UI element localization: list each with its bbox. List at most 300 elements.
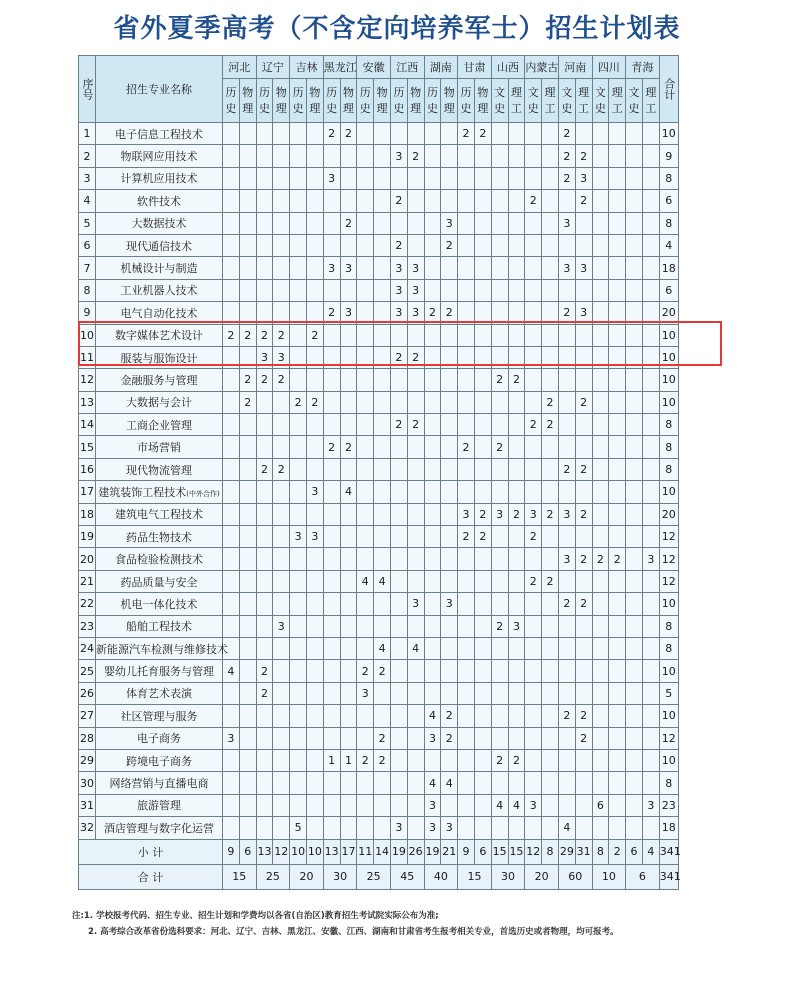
quota-cell xyxy=(256,637,273,659)
quota-cell: 2 xyxy=(239,324,256,346)
quota-cell: 2 xyxy=(558,145,575,167)
table-row xyxy=(79,637,679,659)
subtotal-cell: 8 xyxy=(542,839,559,864)
quota-cell xyxy=(491,145,508,167)
row-major-name xyxy=(96,481,223,503)
row-total: 9 xyxy=(659,145,678,167)
quota-cell: 2 xyxy=(542,503,559,525)
quota-cell: 3 xyxy=(340,302,357,324)
quota-cell xyxy=(290,414,307,436)
row-seq: 16 xyxy=(79,458,96,480)
quota-cell xyxy=(592,526,609,548)
subject-header: 历史 xyxy=(256,79,273,123)
subject-header: 文史 xyxy=(626,79,643,123)
quota-cell xyxy=(474,279,491,301)
quota-cell xyxy=(592,682,609,704)
quota-cell xyxy=(424,593,441,615)
row-seq: 18 xyxy=(79,503,96,525)
quota-cell xyxy=(474,234,491,256)
quota-cell xyxy=(642,369,659,391)
quota-cell xyxy=(239,526,256,548)
quota-cell xyxy=(642,593,659,615)
quota-cell: 2 xyxy=(374,749,391,771)
quota-cell xyxy=(323,593,340,615)
major-name-text: 电子信息工程技术 xyxy=(115,127,203,141)
quota-cell xyxy=(239,257,256,279)
quota-cell xyxy=(390,749,407,771)
quota-cell: 1 xyxy=(323,749,340,771)
quota-cell: 2 xyxy=(575,548,592,570)
quota-cell: 2 xyxy=(306,324,323,346)
quota-cell: 3 xyxy=(390,817,407,839)
quota-cell xyxy=(626,190,643,212)
table-row xyxy=(79,548,679,570)
quota-cell xyxy=(223,234,240,256)
major-name-text: 建筑装饰工程技术 xyxy=(98,485,187,499)
quota-cell xyxy=(223,279,240,301)
quota-cell xyxy=(609,794,626,816)
quota-cell xyxy=(508,660,525,682)
quota-cell xyxy=(609,212,626,234)
quota-cell xyxy=(592,727,609,749)
quota-cell xyxy=(626,794,643,816)
quota-cell xyxy=(508,682,525,704)
quota-cell: 3 xyxy=(642,548,659,570)
quota-cell xyxy=(626,526,643,548)
row-total: 10 xyxy=(659,324,678,346)
row-major-name xyxy=(96,615,223,637)
quota-cell xyxy=(474,794,491,816)
quota-cell: 2 xyxy=(390,346,407,368)
quota-cell xyxy=(256,794,273,816)
table-row xyxy=(79,749,679,771)
quota-cell xyxy=(390,526,407,548)
table-row xyxy=(79,727,679,749)
quota-cell xyxy=(340,167,357,189)
quota-cell xyxy=(458,772,475,794)
quota-cell xyxy=(273,302,290,324)
quota-cell xyxy=(357,705,374,727)
subtotal-cell: 10 xyxy=(290,839,307,864)
quota-cell xyxy=(575,369,592,391)
quota-cell xyxy=(273,749,290,771)
quota-cell xyxy=(441,369,458,391)
quota-cell: 2 xyxy=(558,167,575,189)
quota-cell xyxy=(542,257,559,279)
quota-cell xyxy=(474,749,491,771)
quota-cell xyxy=(491,234,508,256)
quota-cell xyxy=(441,346,458,368)
quota-cell xyxy=(525,705,542,727)
row-seq: 7 xyxy=(79,257,96,279)
quota-cell xyxy=(542,481,559,503)
quota-cell: 2 xyxy=(374,660,391,682)
row-total: 10 xyxy=(659,481,678,503)
quota-cell xyxy=(508,302,525,324)
row-seq: 11 xyxy=(79,346,96,368)
quota-cell xyxy=(256,749,273,771)
quota-cell xyxy=(474,727,491,749)
quota-cell: 4 xyxy=(441,772,458,794)
quota-cell xyxy=(441,481,458,503)
quota-cell xyxy=(508,481,525,503)
quota-cell: 3 xyxy=(357,682,374,704)
subtotal-cell: 12 xyxy=(525,839,542,864)
quota-cell xyxy=(626,324,643,346)
quota-cell xyxy=(474,772,491,794)
quota-cell xyxy=(290,772,307,794)
grand-total-cell: 20 xyxy=(290,864,324,889)
major-name-text: 大数据技术 xyxy=(131,217,187,231)
quota-cell xyxy=(374,234,391,256)
quota-cell xyxy=(575,436,592,458)
table-row xyxy=(79,167,679,189)
row-seq: 6 xyxy=(79,234,96,256)
quota-cell xyxy=(592,458,609,480)
subject-header: 理工 xyxy=(609,79,626,123)
row-total: 6 xyxy=(659,279,678,301)
quota-cell xyxy=(256,503,273,525)
quota-cell: 2 xyxy=(441,727,458,749)
quota-cell xyxy=(458,570,475,592)
subtotal-cell: 8 xyxy=(592,839,609,864)
quota-cell xyxy=(558,234,575,256)
quota-cell xyxy=(407,167,424,189)
quota-cell xyxy=(525,749,542,771)
quota-cell xyxy=(374,481,391,503)
quota-cell xyxy=(508,346,525,368)
row-total: 23 xyxy=(659,794,678,816)
quota-cell xyxy=(525,682,542,704)
row-total: 8 xyxy=(659,772,678,794)
quota-cell xyxy=(558,794,575,816)
quota-cell: 1 xyxy=(340,749,357,771)
quota-cell xyxy=(223,570,240,592)
province-header: 江西 xyxy=(390,56,424,79)
quota-cell xyxy=(609,660,626,682)
quota-cell xyxy=(239,346,256,368)
quota-cell: 3 xyxy=(441,212,458,234)
quota-cell xyxy=(542,346,559,368)
quota-cell xyxy=(508,772,525,794)
quota-cell: 2 xyxy=(609,548,626,570)
quota-cell xyxy=(609,145,626,167)
quota-cell xyxy=(441,257,458,279)
quota-cell xyxy=(407,458,424,480)
quota-cell xyxy=(642,749,659,771)
quota-cell xyxy=(558,391,575,413)
quota-cell xyxy=(474,436,491,458)
quota-cell xyxy=(239,279,256,301)
quota-cell xyxy=(642,234,659,256)
quota-cell xyxy=(441,526,458,548)
quota-cell: 2 xyxy=(575,503,592,525)
subtotal-cell: 9 xyxy=(458,839,475,864)
quota-cell xyxy=(542,727,559,749)
subtotal-total: 341 xyxy=(659,839,678,864)
quota-cell xyxy=(491,391,508,413)
quota-cell: 2 xyxy=(575,391,592,413)
subtotal-cell: 12 xyxy=(273,839,290,864)
quota-cell xyxy=(306,369,323,391)
quota-cell xyxy=(374,548,391,570)
row-total: 8 xyxy=(659,212,678,234)
quota-cell: 2 xyxy=(458,123,475,145)
quota-cell xyxy=(290,234,307,256)
quota-cell xyxy=(592,817,609,839)
row-seq: 5 xyxy=(79,212,96,234)
quota-cell xyxy=(508,391,525,413)
quota-cell xyxy=(239,212,256,234)
quota-cell xyxy=(256,615,273,637)
quota-cell: 4 xyxy=(407,637,424,659)
quota-cell xyxy=(340,190,357,212)
subject-header: 物理 xyxy=(239,79,256,123)
quota-cell xyxy=(626,481,643,503)
quota-cell xyxy=(609,593,626,615)
quota-cell xyxy=(374,436,391,458)
quota-cell xyxy=(374,682,391,704)
quota-cell xyxy=(374,526,391,548)
quota-cell xyxy=(609,234,626,256)
quota-cell xyxy=(508,123,525,145)
quota-cell xyxy=(424,167,441,189)
quota-cell xyxy=(525,212,542,234)
quota-cell xyxy=(558,749,575,771)
quota-cell xyxy=(306,794,323,816)
subtotal-cell: 31 xyxy=(575,839,592,864)
quota-cell xyxy=(306,190,323,212)
quota-cell xyxy=(424,481,441,503)
quota-cell xyxy=(558,772,575,794)
subject-header: 物理 xyxy=(306,79,323,123)
quota-cell xyxy=(256,570,273,592)
quota-cell xyxy=(290,615,307,637)
quota-cell: 3 xyxy=(340,257,357,279)
quota-cell xyxy=(390,458,407,480)
quota-cell xyxy=(491,167,508,189)
quota-cell xyxy=(474,167,491,189)
subject-header: 理工 xyxy=(642,79,659,123)
subtotal-cell: 21 xyxy=(441,839,458,864)
quota-cell xyxy=(441,682,458,704)
quota-cell xyxy=(340,391,357,413)
quota-cell: 2 xyxy=(542,570,559,592)
quota-cell xyxy=(306,637,323,659)
quota-cell: 2 xyxy=(256,324,273,346)
quota-cell xyxy=(609,705,626,727)
quota-cell xyxy=(609,682,626,704)
row-seq: 32 xyxy=(79,817,96,839)
quota-cell xyxy=(508,526,525,548)
quota-cell xyxy=(642,436,659,458)
quota-cell xyxy=(273,817,290,839)
quota-cell xyxy=(273,548,290,570)
row-major-name xyxy=(96,772,223,794)
quota-cell xyxy=(407,212,424,234)
quota-cell xyxy=(273,682,290,704)
quota-cell xyxy=(474,391,491,413)
quota-cell xyxy=(508,637,525,659)
quota-cell: 2 xyxy=(491,749,508,771)
header-row-provinces xyxy=(79,56,679,79)
quota-cell xyxy=(239,302,256,324)
major-name-text: 跨境电子商务 xyxy=(126,754,192,768)
quota-cell xyxy=(474,548,491,570)
major-name-text: 药品质量与安全 xyxy=(120,575,198,589)
quota-cell xyxy=(609,817,626,839)
quota-cell xyxy=(223,190,240,212)
row-seq: 30 xyxy=(79,772,96,794)
quota-cell xyxy=(474,637,491,659)
quota-cell xyxy=(306,503,323,525)
quota-cell xyxy=(390,391,407,413)
quota-cell xyxy=(458,391,475,413)
quota-cell: 4 xyxy=(491,794,508,816)
quota-cell xyxy=(626,167,643,189)
subtotal-cell: 6 xyxy=(474,839,491,864)
subtotal-cell: 10 xyxy=(306,839,323,864)
major-name-text: 旅游管理 xyxy=(137,799,181,813)
quota-cell xyxy=(323,660,340,682)
quota-cell xyxy=(642,481,659,503)
quota-cell xyxy=(340,458,357,480)
quota-cell xyxy=(340,279,357,301)
quota-cell: 2 xyxy=(491,615,508,637)
table-row xyxy=(79,324,679,346)
quota-cell xyxy=(542,749,559,771)
quota-cell xyxy=(357,458,374,480)
quota-cell xyxy=(508,705,525,727)
quota-cell xyxy=(626,346,643,368)
quota-cell xyxy=(306,212,323,234)
quota-cell xyxy=(424,414,441,436)
quota-cell xyxy=(592,346,609,368)
quota-cell xyxy=(542,436,559,458)
row-major-name xyxy=(96,548,223,570)
quota-cell xyxy=(256,414,273,436)
quota-cell xyxy=(290,794,307,816)
quota-cell xyxy=(626,593,643,615)
quota-cell xyxy=(458,302,475,324)
quota-cell xyxy=(609,302,626,324)
quota-cell xyxy=(474,190,491,212)
quota-cell xyxy=(290,749,307,771)
quota-cell xyxy=(390,212,407,234)
quota-cell xyxy=(491,414,508,436)
quota-cell xyxy=(223,458,240,480)
quota-cell xyxy=(374,705,391,727)
quota-cell xyxy=(592,615,609,637)
quota-cell xyxy=(474,660,491,682)
province-header: 内蒙古 xyxy=(525,56,559,79)
quota-cell xyxy=(290,212,307,234)
quota-cell xyxy=(542,190,559,212)
quota-cell xyxy=(323,637,340,659)
row-major-name xyxy=(96,660,223,682)
quota-cell: 2 xyxy=(340,212,357,234)
grand-total-row xyxy=(79,864,679,889)
quota-cell: 2 xyxy=(558,302,575,324)
quota-cell xyxy=(575,123,592,145)
quota-cell xyxy=(273,167,290,189)
quota-cell xyxy=(306,705,323,727)
table-row xyxy=(79,705,679,727)
quota-cell xyxy=(256,593,273,615)
quota-cell xyxy=(592,637,609,659)
quota-cell xyxy=(558,346,575,368)
quota-cell: 3 xyxy=(575,167,592,189)
quota-cell: 2 xyxy=(340,436,357,458)
subject-header: 文史 xyxy=(592,79,609,123)
quota-cell xyxy=(407,481,424,503)
quota-cell xyxy=(491,593,508,615)
quota-cell xyxy=(458,593,475,615)
quota-cell xyxy=(357,772,374,794)
quota-cell xyxy=(323,548,340,570)
quota-cell xyxy=(424,570,441,592)
quota-cell xyxy=(525,615,542,637)
quota-cell xyxy=(256,705,273,727)
quota-cell xyxy=(542,369,559,391)
province-header: 四川 xyxy=(592,56,626,79)
row-total: 10 xyxy=(659,705,678,727)
quota-cell xyxy=(239,660,256,682)
quota-cell xyxy=(491,705,508,727)
row-major-name xyxy=(96,145,223,167)
table-row xyxy=(79,794,679,816)
table-row xyxy=(79,302,679,324)
quota-cell xyxy=(340,772,357,794)
row-major-name xyxy=(96,234,223,256)
quota-cell xyxy=(458,212,475,234)
quota-cell xyxy=(609,526,626,548)
quota-cell: 3 xyxy=(441,817,458,839)
quota-cell xyxy=(626,279,643,301)
quota-cell xyxy=(491,190,508,212)
quota-cell xyxy=(374,503,391,525)
quota-cell xyxy=(609,190,626,212)
quota-cell xyxy=(542,526,559,548)
row-total: 10 xyxy=(659,369,678,391)
quota-cell xyxy=(239,593,256,615)
quota-cell xyxy=(357,794,374,816)
quota-cell xyxy=(256,548,273,570)
row-major-name xyxy=(96,503,223,525)
quota-cell xyxy=(306,436,323,458)
quota-cell: 2 xyxy=(223,324,240,346)
quota-cell: 2 xyxy=(441,234,458,256)
quota-cell xyxy=(441,637,458,659)
quota-cell xyxy=(542,302,559,324)
quota-cell xyxy=(508,548,525,570)
major-name-text: 服装与服饰设计 xyxy=(120,351,198,365)
quota-cell: 3 xyxy=(223,727,240,749)
quota-cell xyxy=(223,772,240,794)
major-name-text: 酒店管理与数字化运营 xyxy=(104,821,214,835)
quota-cell xyxy=(626,570,643,592)
row-seq: 19 xyxy=(79,526,96,548)
quota-cell xyxy=(273,190,290,212)
quota-cell xyxy=(542,705,559,727)
quota-cell xyxy=(323,369,340,391)
quota-cell xyxy=(542,637,559,659)
quota-cell xyxy=(542,660,559,682)
quota-cell xyxy=(424,369,441,391)
quota-cell: 2 xyxy=(390,190,407,212)
quota-cell xyxy=(592,772,609,794)
quota-cell xyxy=(273,414,290,436)
